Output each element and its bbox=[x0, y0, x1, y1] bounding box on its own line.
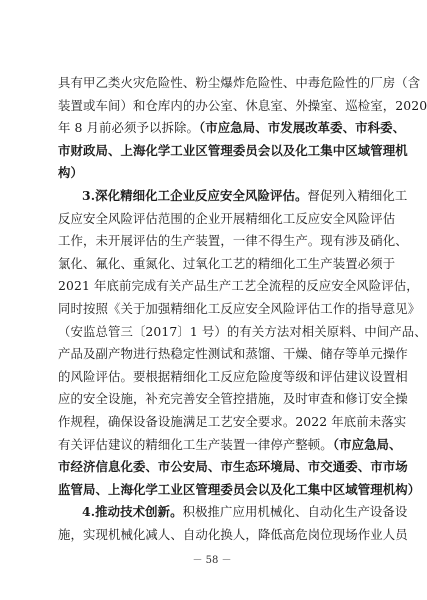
text-line bbox=[58, 72, 421, 95]
bold-text-segment: （市应急局、 bbox=[332, 436, 402, 452]
text-line bbox=[58, 298, 421, 321]
text-segment: 年 8 月前必须予以拆除。 bbox=[58, 120, 199, 136]
text-line bbox=[58, 479, 421, 502]
bold-text-segment: 市经济信息化委、市公安局、市生态环境局、市交通委、市市场 bbox=[58, 459, 408, 475]
bold-text-segment: 3.深化精细化工企业反应安全风险评估。 bbox=[82, 187, 308, 203]
text-segment: 具有甲乙类火灾危险性、粉尘爆炸危险性、中毒危险性的厂房（含 bbox=[58, 75, 421, 90]
text-line bbox=[58, 388, 408, 411]
text-line bbox=[58, 456, 408, 479]
text-segment: 积极推广应用机械化、自动化生产设备设 bbox=[182, 504, 408, 520]
text-line bbox=[58, 95, 427, 118]
text-segment: 产品及副产物进行热稳定性测试和蒸馏、干燥、储存等单元操作 bbox=[58, 346, 408, 362]
text-line bbox=[58, 366, 408, 389]
bold-text-segment: （市应急局、市发展改革委、市科委、 bbox=[198, 120, 406, 136]
text-segment: 有关评估建议的精细化工生产装置一律停产整顿。 bbox=[58, 436, 333, 452]
text-line bbox=[58, 411, 407, 434]
text-line bbox=[58, 524, 408, 547]
text-line bbox=[58, 253, 396, 276]
bold-text-segment: 构） bbox=[58, 165, 83, 181]
text-line bbox=[58, 275, 419, 298]
text-segment: 施，实现机械化减人、自动化换人，降低高危岗位现场作业人员 bbox=[58, 526, 408, 542]
text-segment: 督促列入精细化工 bbox=[307, 187, 408, 203]
document-body bbox=[58, 72, 427, 546]
text-segment: 2021 年底前完成有关产品生产工艺全流程的反应安全风险评估， bbox=[58, 278, 419, 294]
bold-text-segment: 监管局、上海化学工业区管理委员会以及化工集中区域管理机构） bbox=[58, 481, 421, 497]
text-line bbox=[58, 185, 408, 208]
text-segment: 氯化、氟化、重氮化、过氧化工艺的精细化工生产装置必须于 bbox=[58, 255, 396, 271]
text-segment: 同时按照《关于加强精细化工反应安全风险评估工作的指导意见》 bbox=[58, 300, 421, 316]
text-line bbox=[58, 208, 396, 231]
text-line bbox=[58, 117, 406, 140]
text-segment: 反应安全风险评估范围的企业开展精细化工反应安全风险评估 bbox=[58, 210, 396, 226]
text-line bbox=[58, 434, 402, 457]
text-segment: 工作，未开展评估的生产装置，一律不得生产。现有涉及硝化、 bbox=[58, 233, 408, 249]
text-segment: 应的安全设施，补充完善安全管控措施，及时审查和修订安全操 bbox=[58, 391, 408, 407]
text-segment: 装置或车间）和仓库内的办公室、休息室、外操室、巡检室，2020 bbox=[58, 97, 427, 113]
text-line bbox=[58, 321, 427, 344]
text-line bbox=[58, 140, 408, 163]
text-segment: 的风险评估。要根据精细化工反应危险度等级和评估建议设置相 bbox=[58, 368, 408, 384]
text-line bbox=[58, 162, 374, 185]
text-line bbox=[58, 501, 408, 524]
bold-text-segment: 4.推动技术创新。 bbox=[82, 504, 183, 520]
text-line bbox=[58, 343, 408, 366]
bold-text-segment: 市财政局、上海化学工业区管理委员会以及化工集中区域管理机 bbox=[58, 142, 408, 158]
text-segment: （安监总管三〔2017〕1 号）的有关方法对相关原料、中间产品、 bbox=[58, 323, 427, 339]
text-line bbox=[58, 230, 408, 253]
page-number: － 58 － bbox=[192, 555, 232, 566]
text-segment: 作规程，确保设备设施满足工艺安全要求。2022 年底前未落实 bbox=[58, 413, 407, 429]
